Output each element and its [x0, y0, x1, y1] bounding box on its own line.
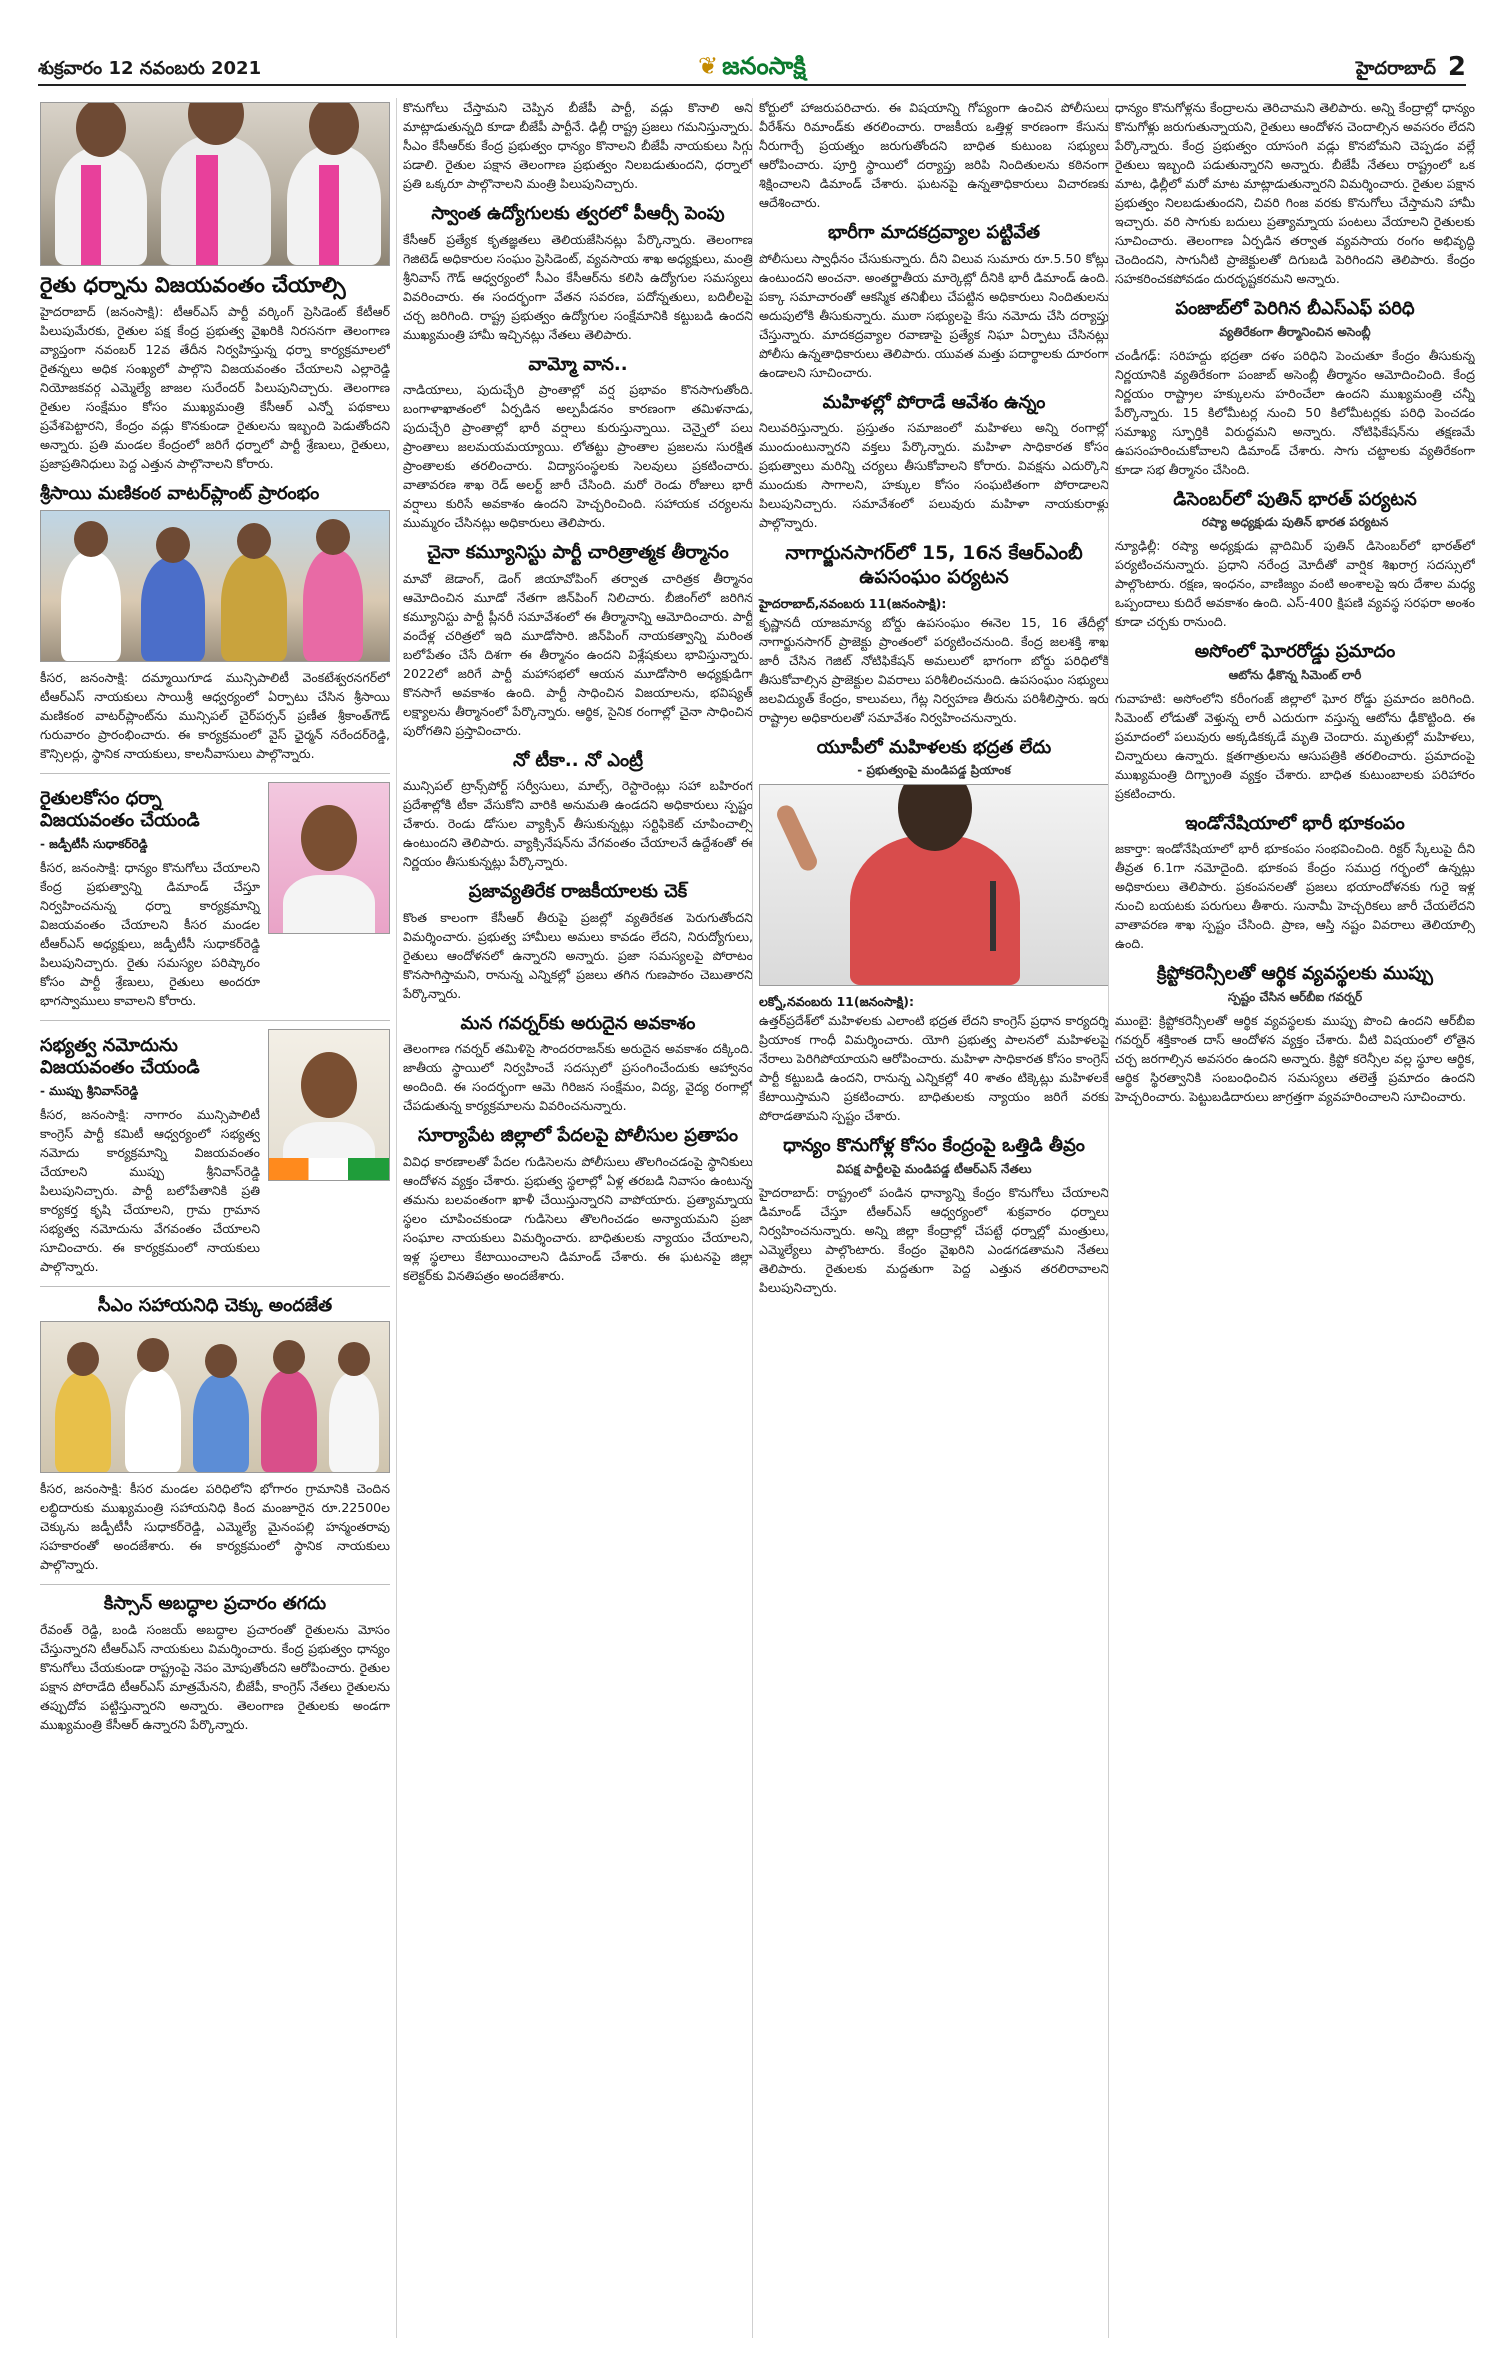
article-body: కొనుగోలు చేస్తామని చెప్పిన బీజేపీ పార్టీ, వడ్లు కొనాలి అని మాట్లాడుతున్నది కూడా బీజేపీ పార్టీనే. ఢిల్లీ రాష్ట్ర ప్రజలు గమనిస్తున్నారు. సీఎం కేసీఆర్‌కు కేంద్ర ప్రభుత్వం ధాన్యం కొనాలని బీజేపీ నాయకులు సిగ్గు పడాలి. రైతుల పక్షాన తెలంగాణ ప్రభుత్వం నిలబడుతుందని, ధర్నాలో ప్రతి ఒక్కరూ పాల్గొనాలని మంత్రి పిలుపునిచ్చారు. — [403, 100, 753, 191]
article-body: ధాన్యం కొనుగోళ్లను కేంద్రాలను తెరిచామని తెలిపారు. అన్ని కేంద్రాల్లో ధాన్యం కొనుగోళ్లు జరుగుతున్నాయని, రైతులు ఆందోళన చెందాల్సిన అవసరం లేదని పేర్కొన్నారు. కేంద్ర ప్రభుత్వం యాసంగి వడ్లు కొనబోమని చెప్పడం వల్లే రైతులు ఇబ్బంది పడుతున్నారని అన్నారు. బీజేపీ నేతలు రాష్ట్రంలో ఒక మాట, ఢిల్లీలో మరో మాట మాట్లాడుతున్నారని విమర్శించారు. రైతుల పక్షాన ప్రభుత్వం నిలబడుతుందని, చివరి గింజ వరకు కొనుగోలు చేస్తామని హామీ ఇచ్చారు. వరి సాగుకు బదులు ప్రత్యామ్నాయ పంటలు వేయాలని రైతులకు సూచించారు. తెలంగాణ ఏర్పడిన తర్వాత వ్యవసాయ రంగం అభివృద్ధి చెందిందని, సాగునీటి ప్రాజెక్టులతో దిగుబడి పెరిగిందని తెలిపారు. కేంద్రం సహకరించకపోవడం దురదృష్టకరమని అన్నారు. — [1115, 100, 1475, 286]
priyanka-gandhi-photo — [759, 784, 1109, 986]
headline: సభ్యత్వ నమోదును విజయవంతం చేయండి — [40, 1034, 200, 1079]
article-indonesia-earthquake — [1115, 813, 1475, 954]
article-body: తెలంగాణ గవర్నర్ తమిళిసై సౌందరరాజన్‌కు అరుదైన అవకాశం దక్కింది. జాతీయ స్థాయిలో నిర్వహించే సదస్సులో ప్రసంగించేందుకు ఆహ్వానం అందింది. ఈ సందర్భంగా ఆమె గిరిజన సంక్షేమం, విద్య, వైద్య రంగాల్లో చేపడుతున్న కార్యక్రమాలను వివరించనున్నారు. — [403, 1041, 753, 1113]
headline: నో టీకా.. నో ఎంట్రీ — [512, 749, 644, 771]
article-body: కోర్టులో హాజరుపరిచారు. ఈ విషయాన్ని గోప్యంగా ఉంచిన పోలీసులు వీరేశ్‌ను రిమాండ్‌కు తరలించారు. రాజకీయ ఒత్తిళ్ల కారణంగా కేసును నీరుగార్చే ప్రయత్నం జరుగుతోందని బాధిత కుటుంబ సభ్యులు ఆరోపించారు. పూర్తి స్థాయిలో దర్యాప్తు జరిపి నిందితులను కఠినంగా శిక్షించాలని డిమాండ్ చేశారు. ఘటనపై ఉన్నతాధికారులు విచారణకు ఆదేశించారు. — [759, 100, 1109, 210]
article-continuation — [1115, 98, 1475, 288]
article-employees-prc — [403, 203, 753, 344]
water-plant-opening-photo — [40, 510, 390, 662]
article-putin-visit — [1115, 489, 1475, 632]
article-body: కీసర, జనంసాక్షి: నాగారం మున్సిపాలిటీ కాంగ్రెస్ పార్టీ కమిటీ ఆధ్వర్యంలో సభ్యత్వ నమోదు కార్యక్రమాన్ని విజయవంతం చేయాలని ముప్పు శ్రీనివాస్‌రెడ్డి పిలుపునిచ్చారు. పార్టీ బలోపేతానికి ప్రతి కార్యకర్త కృషి చేయాలని, గ్రామ గ్రామాన సభ్యత్వ నమోదును వేగవంతం చేయాలని సూచించారు. ఈ కార్యక్రమంలో నాయకులు పాల్గొన్నారు. — [40, 1106, 260, 1274]
article-anti-people-politics — [403, 881, 753, 1003]
subheadline: విపక్ష పార్టీలపై మండిపడ్డ టీఆర్ఎస్ నేతలు — [836, 1161, 1032, 1176]
article-governor-opportunity — [403, 1013, 753, 1116]
headline: సీఎం సహాయనిధి చెక్కు అందజేత — [97, 1294, 333, 1316]
shawl — [196, 155, 218, 265]
dateline: హైదరాబాద్,నవంబరు 11(జనంసాక్షి): — [759, 595, 947, 611]
edition-city: హైదరాబాద్ — [1355, 58, 1436, 79]
article-water-plant — [40, 483, 390, 763]
column-4 — [1108, 98, 1475, 2338]
headline: వామ్మో వాన.. — [528, 353, 628, 375]
article-body: కీసర, జనంసాక్షి: దమ్మాయిగూడ మున్సిపాలిటీ వెంకటేశ్వరనగర్‌లో టీఆర్ఎస్ నాయకులు సాయిశ్రీ ఆధ్వర్యంలో ఏర్పాటు చేసిన శ్రీసాయి మణికంఠ వాటర్‌ప్లాంట్‌ను మున్సిపల్ చైర్‌పర్సన్ ప్రణీత శ్రీకాంత్‌గౌడ్ గురువారం ప్రారంభించారు. ఈ కార్యక్రమంలో వైస్ ఛైర్మన్ నరేందర్‌రెడ్డి, కౌన్సిలర్లు, స్థానిక నాయకులు, కాలనీవాసులు పాల్గొన్నారు. — [40, 669, 390, 761]
article-continuation — [759, 98, 1109, 212]
headline: యూపీలో మహిళలకు భద్రత లేదు — [816, 736, 1052, 758]
dateline: లక్నో,నవంబరు 11(జనంసాక్షి): — [759, 994, 914, 1009]
byline: - జడ్పీటీసీ సుధాకర్‌రెడ్డి — [40, 836, 148, 851]
zptc-portrait — [268, 782, 390, 934]
article-china-resolution — [403, 542, 753, 740]
headline: క్రిప్టోకరెన్సీలతో ఆర్థిక వ్యవస్థలకు ముప్పు — [1157, 963, 1433, 984]
headline: శ్రీసాయి మణికంఠ వాటర్‌ప్లాంట్ ప్రారంభం — [40, 483, 320, 505]
article-body: గువాహటి: అసోంలోని కరీంగంజ్ జిల్లాలో ఘోర రోడ్డు ప్రమాదం జరిగింది. సిమెంట్ లోడుతో వెళ్తున్న లారీ ఎదురుగా వస్తున్న ఆటోను ఢీకొట్టింది. ఈ ప్రమాదంలో పలువురు అక్కడికక్కడే మృతి చెందారు. మృతుల్లో మహిళలు, చిన్నారులు ఉన్నారు. క్షతగాత్రులను ఆసుపత్రికి తరలించారు. ప్రమాదంపై ముఖ్యమంత్రి దిగ్భ్రాంతి వ్యక్తం చేశారు. బాధిత కుటుంబాలకు పరిహారం ప్రకటించారు. — [1115, 690, 1475, 801]
article-up-women-safety — [759, 737, 1109, 1126]
headline: ఇండోనేషియాలో భారీ భూకంపం — [1185, 812, 1405, 834]
article-crypto-threat — [1115, 963, 1475, 1106]
shawl — [81, 165, 101, 265]
article-body: నిలువరిస్తున్నారు. ప్రస్తుతం సమాజంలో మహిళలు అన్ని రంగాల్లో ముందుంటున్నారని వక్తలు పేర్కొన్నారు. మహిళా సాధికారత కోసం ప్రభుత్వాలు మరిన్ని చర్యలు తీసుకోవాలని కోరారు. వివక్షను ఎదుర్కొని ముందుకు సాగాలని, హక్కుల కోసం సంఘటితంగా పోరాడాలని పిలుపునిచ్చారు. సమావేశంలో పలువురు మహిళా నాయకురాళ్లు పాల్గొన్నారు. — [759, 420, 1109, 530]
article-body: పోలీసులు స్వాధీనం చేసుకున్నారు. దీని విలువ సుమారు రూ.5.50 కోట్లు ఉంటుందని అంచనా. అంతర్జాతీయ మార్కెట్లో దీనికి భారీ డిమాండ్ ఉంది. పక్కా సమాచారంతో ఆకస్మిక తనిఖీలు చేపట్టిన అధికారులు నిందితులను అదుపులోకి తీసుకున్నారు. ముఠా సభ్యులపై కేసు నమోదు చేసి దర్యాప్తు చేస్తున్నారు. మాదకద్రవ్యాల రవాణాపై ప్రత్యేక నిఘా ఏర్పాటు చేసినట్లు పోలీసు ఉన్నతాధికారులు తెలిపారు. యువత మత్తు పదార్థాలకు దూరంగా ఉండాలని సూచించారు. — [759, 250, 1109, 380]
headline: చైనా కమ్యూనిస్టు పార్టీ చారిత్రాత్మక తీర్మానం — [427, 542, 729, 563]
headline: మన గవర్నర్‌కు అరుదైన అవకాశం — [460, 1012, 696, 1034]
headline: రైతులకోసం ధర్నా విజయవంతం చేయండి — [40, 787, 200, 832]
article-body: కీసర, జనంసాక్షి: ధాన్యం కొనుగోలు చేయాలని కేంద్ర ప్రభుత్వాన్ని డిమాండ్ చేస్తూ నిర్వహించనున్న ధర్నా కార్యక్రమాన్ని విజయవంతం చేయాలని కీసర మండల టీఆర్ఎస్ అధ్యక్షులు, జడ్పీటీసీ సుధాకర్‌రెడ్డి పిలుపునిచ్చారు. రైతు సమస్యల పరిష్కారం కోసం పార్టీ శ్రేణులు, రైతులు అందరూ భాగస్వాములు కావాలని కోరారు. — [40, 859, 260, 1008]
headline: రైతు ధర్నాను విజయవంతం చేయాల్సి — [40, 273, 346, 297]
raised-hand — [774, 802, 820, 873]
article-body: హైదరాబాద్: రాష్ట్రంలో పండిన ధాన్యాన్ని కేంద్రం కొనుగోలు చేయాలని డిమాండ్ చేస్తూ టీఆర్ఎస్ ఆధ్వర్యంలో శుక్రవారం ధర్నాలు నిర్వహించనున్నారు. అన్ని జిల్లా కేంద్రాల్లో చేపట్టే ధర్నాల్లో మంత్రులు, ఎమ్మెల్యేలు పాల్గొంటారు. కేంద్రం వైఖరిని ఎండగడతామని నేతలు తెలిపారు. రైతులకు మద్దతుగా పెద్ద ఎత్తున తరలిరావాలని పిలుపునిచ్చారు. — [759, 1184, 1109, 1295]
article-body: వివిధ కారణాలతో పేదల గుడిసెలను పోలీసులు తొలగించడంపై స్థానికులు ఆందోళన వ్యక్తం చేశారు. ప్రభుత్వ స్థలాల్లో ఏళ్ల తరబడి నివాసం ఉంటున్న తమను బలవంతంగా ఖాళీ చేయిస్తున్నారని వాపోయారు. ప్రత్యామ్నాయ స్థలం చూపించకుండా గుడిసెలు తొలగించడం అన్యాయమని ప్రజా సంఘాల నాయకులు విమర్శించారు. బాధితులకు న్యాయం చేయాలని, ఇళ్ల స్థలాలు కేటాయించాలని డిమాండ్ చేశారు. ఈ ఘటనపై జిల్లా కలెక్టర్‌కు వినతిపత్రం అందజేశారు. — [403, 1153, 753, 1283]
article-body — [759, 992, 1109, 1011]
subheadline: స్పష్టం చేసిన ఆర్‌బీఐ గవర్నర్ — [1227, 989, 1363, 1004]
article-women-struggle — [759, 392, 1109, 533]
article-body: జకార్తా: ఇండోనేషియాలో భారీ భూకంపం సంభవించింది. రిక్టర్ స్కేలుపై దీని తీవ్రత 6.1గా నమోదైంది. భూకంప కేంద్రం సముద్ర గర్భంలో ఉన్నట్లు అధికారులు తెలిపారు. ప్రకంపనలతో ప్రజలు భయాందోళనకు గురై ఇళ్ల నుంచి బయటకు పరుగులు తీశారు. సునామీ హెచ్చరికలు జారీ చేయలేదని వాతావరణ శాఖ స్పష్టం చేసింది. ప్రాణ, ఆస్తి నష్టం వివరాలు తెలియాల్సి ఉంది. — [1115, 841, 1475, 951]
article-paddy-procurement — [759, 1135, 1109, 1297]
article-false-propaganda — [40, 1593, 390, 1734]
article-body: చండీగఢ్: సరిహద్దు భద్రతా దళం పరిధిని పెంచుతూ కేంద్రం తీసుకున్న నిర్ణయానికి వ్యతిరేకంగా పంజాబ్ అసెంబ్లీ తీర్మానం ఆమోదించింది. కేంద్ర నిర్ణయం రాష్ట్రాల హక్కులను హరించేలా ఉందని ముఖ్యమంత్రి చన్నీ పేర్కొన్నారు. 15 కిలోమీటర్ల నుంచి 50 కిలోమీటర్లకు పరిధి పెంచడం సమాఖ్య స్ఫూర్తికి విరుద్ధమని అన్నారు. నోటిఫికేషన్‌ను తక్షణమే ఉపసంహరించుకోవాలని డిమాండ్ చేశారు. సాగు చట్టాలకు వ్యతిరేకంగా కూడా సభ తీర్మానం చేసింది. — [1115, 347, 1475, 477]
congress-leader-portrait — [268, 1029, 390, 1181]
logo-text: జనంసాక్షి — [722, 52, 806, 80]
article-drug-seizure — [759, 222, 1109, 382]
page-number: 2 — [1447, 52, 1466, 82]
column-3 — [752, 98, 1109, 2338]
byline: - ముప్పు శ్రీనివాస్‌రెడ్డి — [40, 1083, 139, 1098]
article-body: కొంత కాలంగా కేసీఆర్ తీరుపై ప్రజల్లో వ్యతిరేకత పెరుగుతోందని విమర్శించారు. ప్రభుత్వ హామీలు అమలు కావడం లేదని, నిరుద్యోగులు, రైతులు ఆందోళనలో ఉన్నారని అన్నారు. ప్రజా సమస్యలపై పోరాటం కొనసాగిస్తామని, రానున్న ఎన్నికల్లో ప్రజలు తగిన గుణపాఠం చెబుతారని పేర్కొన్నారు. — [403, 909, 753, 1001]
headline: నాగార్జునసాగర్‌లో 15, 16న కేఆర్ఎంబీ ఉపసంఘం పర్యటన — [785, 542, 1083, 588]
column-1 — [40, 98, 390, 2338]
article-body: రేవంత్ రెడ్డి, బండి సంజయ్ అబద్ధాల ప్రచారంతో రైతులను మోసం చేస్తున్నారని టీఆర్ఎస్ నాయకులు విమర్శించారు. కేంద్ర ప్రభుత్వం ధాన్యం కొనుగోలు చేయకుండా రాష్ట్రంపై నెపం మోపుతోందని ఆరోపించారు. రైతుల పక్షాన పోరాడేది టీఆర్ఎస్ మాత్రమేనని, బీజేపీ, కాంగ్రెస్ నేతలు రైతులను తప్పుదోవ పట్టిస్తున్నారని అన్నారు. తెలంగాణ రైతులకు అండగా ముఖ్యమంత్రి కేసీఆర్ ఉన్నారని పేర్కొన్నారు. — [40, 1621, 390, 1732]
article-body: మున్సిపల్ ట్రాన్స్‌పోర్ట్ సర్వీసులు, మాల్స్, రెస్టారెంట్లు సహా బహిరంగ ప్రదేశాల్లోకి టీకా వేసుకోని వారికి అనుమతి ఉండదని అధికారులు స్పష్టం చేశారు. రెండు డోసుల వ్యాక్సిన్ తీసుకున్నట్లు సర్టిఫికెట్ చూపించాల్సి ఉంటుందని తెలిపారు. వ్యాక్సినేషన్‌ను వేగవంతం చేయాలనే ఉద్దేశంతో ఈ నిర్ణయం తీసుకున్నట్లు పేర్కొన్నారు. — [403, 778, 753, 869]
shawl — [319, 165, 339, 265]
leader-figure — [55, 147, 147, 265]
headline: సూర్యాపేట జిల్లాలో పేదలపై పోలీసుల ప్రతాపం — [417, 1125, 739, 1146]
article-heavy-rain — [403, 354, 753, 533]
article-punjab-bsf — [1115, 298, 1475, 479]
headline: మహిళల్లో పోరాడే ఆవేశం ఉన్నం — [822, 391, 1046, 413]
article-cm-relief-fund — [40, 1295, 390, 1575]
article-suryapet-police — [403, 1125, 753, 1285]
article-body: నాడియాలు, పుదుచ్చేరి ప్రాంతాల్లో వర్ష ప్రభావం కొనసాగుతోంది. బంగాళాఖాతంలో ఏర్పడిన అల్పపీడనం కారణంగా తమిళనాడు, పుదుచ్చేరి ప్రాంతాల్లో భారీ వర్షాలు కురుస్తున్నాయి. చెన్నైలో పలు ప్రాంతాలు జలమయమయ్యాయి. లోతట్టు ప్రాంతాల ప్రజలను సురక్షిత ప్రాంతాలకు తరలించారు. విద్యాసంస్థలకు సెలవులు ప్రకటించారు. వాతావరణ శాఖ రెడ్ అలర్ట్ జారీ చేసింది. మరో రెండు రోజులు భారీ వర్షాలు కురిసే అవకాశం ఉందని హెచ్చరించింది. సహాయక చర్యలను ముమ్మరం చేసినట్లు అధికారులు తెలిపారు. — [403, 382, 753, 530]
headline: ప్రజావ్యతిరేక రాజకీయాలకు చెక్ — [468, 881, 688, 902]
article-membership-drive — [40, 1029, 390, 1276]
article-assam-accident — [1115, 641, 1475, 803]
article-dharna-appeal — [40, 782, 390, 1010]
ruling-party-leaders-photo — [40, 102, 390, 266]
column-2 — [396, 98, 753, 2338]
subheadline: - ప్రభుత్వంపై మండిపడ్డ ప్రియాంక — [857, 763, 1011, 777]
article-body: కీసర, జనంసాక్షి: కీసర మండల పరిధిలోని భోగారం గ్రామానికి చెందిన లబ్ధిదారుకు ముఖ్యమంత్రి సహాయనిధి కింద మంజూరైన రూ.22500ల చెక్కును జడ్పీటీసీ సుధాకర్‌రెడ్డి, ఎమ్మెల్యే మైనంపల్లి హన్మంతరావు సహకారంతో అందజేశారు. ఈ కార్యక్రమంలో స్థానిక నాయకులు పాల్గొన్నారు. — [40, 1481, 390, 1573]
article-body: హైదరాబాద్ (జనంసాక్షి): టీఆర్ఎస్ పార్టీ వర్కింగ్ ప్రెసిడెంట్ కేటీఆర్ పిలుపుమేరకు, రైతుల పక్ష కేంద్ర ప్రభుత్వ వైఖరికి నిరసనగా తెలంగాణ వ్యాప్తంగా నవంబర్ 12వ తేదీన నిర్వహిస్తున్న ధర్నా కార్యక్రమాలలో రైతన్నలు అధిక సంఖ్యలో పాల్గొని విజయవంతం చేయాలని ఎల్లారెడ్డి నియోజకవర్గ ఎమ్మెల్యే జాజల సురేందర్ పిలుపునిచ్చారు. తెలంగాణ రైతుల సంక్షేమం కోసం ముఖ్యమంత్రి కేసీఆర్ ఎన్నో పథకాలు ప్రవేశపెట్టారని, కేంద్రం వడ్లు కొనకుండా రైతులను ఇబ్బంది పెడుతోందని అన్నారు. ప్రతి మండల కేంద్రంలో జరిగే ధర్నాలో పార్టీ శ్రేణులు, రైతులు, ప్రజాప్రతినిధులు పెద్ద ఎత్తున పాల్గొనాలని కోరారు. — [40, 304, 390, 472]
subheadline: వ్యతిరేకంగా తీర్మానించిన అసెంబ్లీ — [1219, 324, 1371, 339]
headline: భారీగా మాదకద్రవ్యాల పట్టివేత — [827, 222, 1041, 243]
subheadline: రష్యా అధ్యక్షుడు పుతిన్ భారత పర్యటన — [1201, 515, 1389, 529]
cheque-handover-photo — [40, 1321, 390, 1473]
article-body — [759, 594, 1109, 613]
newspaper-logo — [698, 52, 806, 86]
article-continuation — [403, 98, 753, 193]
article-krmb-visit — [759, 542, 1109, 727]
headline: డిసెంబర్‌లో పుతిన్ భారత్ పర్యటన — [1173, 488, 1417, 510]
article-body: ముంబై: క్రిప్టోకరెన్సీలతో ఆర్థిక వ్యవస్థలకు ముప్పు పొంచి ఉందని ఆర్‌బీఐ గవర్నర్ శక్తికాంత దాస్ ఆందోళన వ్యక్తం చేశారు. వీటి విషయంలో లోతైన చర్చ జరగాల్సిన అవసరం ఉందని అన్నారు. క్రిప్టో కరెన్సీల వల్ల స్థూల ఆర్థిక, ఆర్థిక స్థిరత్వానికి సంబంధించిన సమస్యలు తలెత్తే ప్రమాదం ఉందని హెచ్చరించారు. పెట్టుబడిదారులు జాగ్రత్తగా వ్యవహరించాలని సూచించారు. — [1115, 1012, 1475, 1104]
page-header — [38, 52, 1466, 86]
headline: పంజాబ్‌లో పెరిగిన బీఎస్ఎఫ్ పరిధి — [1175, 298, 1415, 319]
headline: స్వాంత ఉద్యోగులకు త్వరలో పీఆర్సీ పెంపు — [431, 203, 725, 224]
subheadline: ఆటోను ఢీకొన్న సిమెంట్ లారీ — [1228, 667, 1362, 682]
article-body: మావో జెడాంగ్, డెంగ్ జియావోపింగ్ తర్వాత చారిత్రక తీర్మానం ఆమోదించిన మూడో నేతగా జిన్‌పింగ్ నిలిచారు. బీజింగ్‌లో జరిగిన కమ్యూనిస్టు పార్టీ ప్లీనరీ సమావేశంలో ఈ తీర్మానాన్ని ఆమోదించారు. పార్టీ వందేళ్ల చరిత్రలో ఇది మూడోసారి. జిన్‌పింగ్ నాయకత్వాన్ని మరింత బలోపేతం చేసే దిశగా ఈ తీర్మానం ఉందని విశ్లేషకులు భావిస్తున్నారు. 2022లో జరిగే పార్టీ మహాసభలో ఆయన మూడోసారి అధ్యక్షుడిగా కొనసాగే అవకాశం ఉంది. పార్టీ సాధించిన విజయాలను, భవిష్యత్ లక్ష్యాలను తీర్మానంలో పేర్కొన్నారు. ఆర్థిక, సైనిక రంగాల్లో చైనా సాధించిన పురోగతిని ప్రస్తావించారు. — [403, 570, 753, 738]
microphone-icon — [990, 881, 996, 951]
headline: అసోంలో ఘోరరోడ్డు ప్రమాదం — [1194, 641, 1396, 662]
headline: ధాన్యం కొనుగోళ్ల కోసం కేంద్రంపై ఒత్తిడి తీవ్రం — [783, 1135, 1085, 1156]
article-body: ఉత్తర్‌ప్రదేశ్‌లో మహిళలకు ఎలాంటి భద్రత లేదని కాంగ్రెస్ ప్రధాన కార్యదర్శి ప్రియాంక గాంధీ విమర్శించారు. యోగి ప్రభుత్వ పాలనలో మహిళలపై నేరాలు పెరిగిపోయాయని ఆరోపించారు. మహిళా సాధికారత కోసం కాంగ్రెస్ పార్టీ కట్టుబడి ఉందని, రానున్న ఎన్నికల్లో 40 శాతం టిక్కెట్లు మహిళలకే కేటాయిస్తామని ప్రకటించారు. బాధితులకు న్యాయం జరిగే వరకు పోరాడతామని స్పష్టం చేశారు. — [759, 1013, 1109, 1123]
article-body: కేసీఆర్ ప్రత్యేక కృతజ్ఞతలు తెలియజేసినట్లు పేర్కొన్నారు. తెలంగాణ గెజిటెడ్ అధికారుల సంఘం ప్రెసిడెంట్, వ్యవసాయ శాఖ అధ్యక్షులు, మంత్రి శ్రీనివాస్ గౌడ్ ఆధ్వర్యంలో సీఎం కేసీఆర్‌ను కలిసి ఉద్యోగుల సమస్యలు వివరించారు. ఈ సందర్భంగా వేతన సవరణ, పదోన్నతులు, బదిలీలపై చర్చ జరిగింది. రాష్ట్ర ప్రభుత్వం ఉద్యోగుల సంక్షేమానికి కట్టుబడి ఉందని ముఖ్యమంత్రి హామీ ఇచ్చినట్లు నేతలు తెలిపారు. — [403, 231, 753, 342]
leaf-icon: ❦ — [698, 52, 719, 80]
article-body: న్యూఢిల్లీ: రష్యా అధ్యక్షుడు వ్లాదిమిర్ పుతిన్ డిసెంబర్‌లో భారత్‌లో పర్యటించనున్నారు. ప్రధాని నరేంద్ర మోదీతో వార్షిక శిఖరాగ్ర సదస్సులో పాల్గొంటారు. రక్షణ, ఇంధనం, వాణిజ్యం వంటి అంశాలపై ఇరు దేశాల మధ్య ఒప్పందాలు కుదిరే అవకాశం ఉంది. ఎస్-400 క్షిపణి వ్యవస్థ సరఫరా అంశం కూడా చర్చకు రానుంది. — [1115, 538, 1475, 629]
headline: కిస్సాన్ అబద్ధాల ప్రచారం తగదు — [103, 1593, 327, 1615]
article-farmers-dharna — [40, 272, 390, 473]
article-body: కృష్ణానదీ యాజమాన్య బోర్డు ఉపసంఘం ఈనెల 15, 16 తేదీల్లో నాగార్జునసాగర్ ప్రాజెక్టు ప్రాంతంలో పర్యటించనుంది. కేంద్ర జలశక్తి శాఖ జారీ చేసిన గెజిట్ నోటిఫికేషన్ అమలులో భాగంగా బోర్డు పరిధిలోకి తీసుకోవాల్సిన ప్రాజెక్టుల వివరాలు పరిశీలించనుంది. ఉపసంఘం సభ్యులు జలవిద్యుత్ కేంద్రం, కాలువలు, గేట్ల నిర్వహణ తీరును పరిశీలిస్తారు. ఇరు రాష్ట్రాల అధికారులతో సమావేశం నిర్వహించనున్నారు. — [759, 614, 1109, 725]
article-no-vaccine-no-entry — [403, 750, 753, 872]
issue-date: శుక్రవారం 12 నవంబరు 2021 — [38, 58, 262, 79]
